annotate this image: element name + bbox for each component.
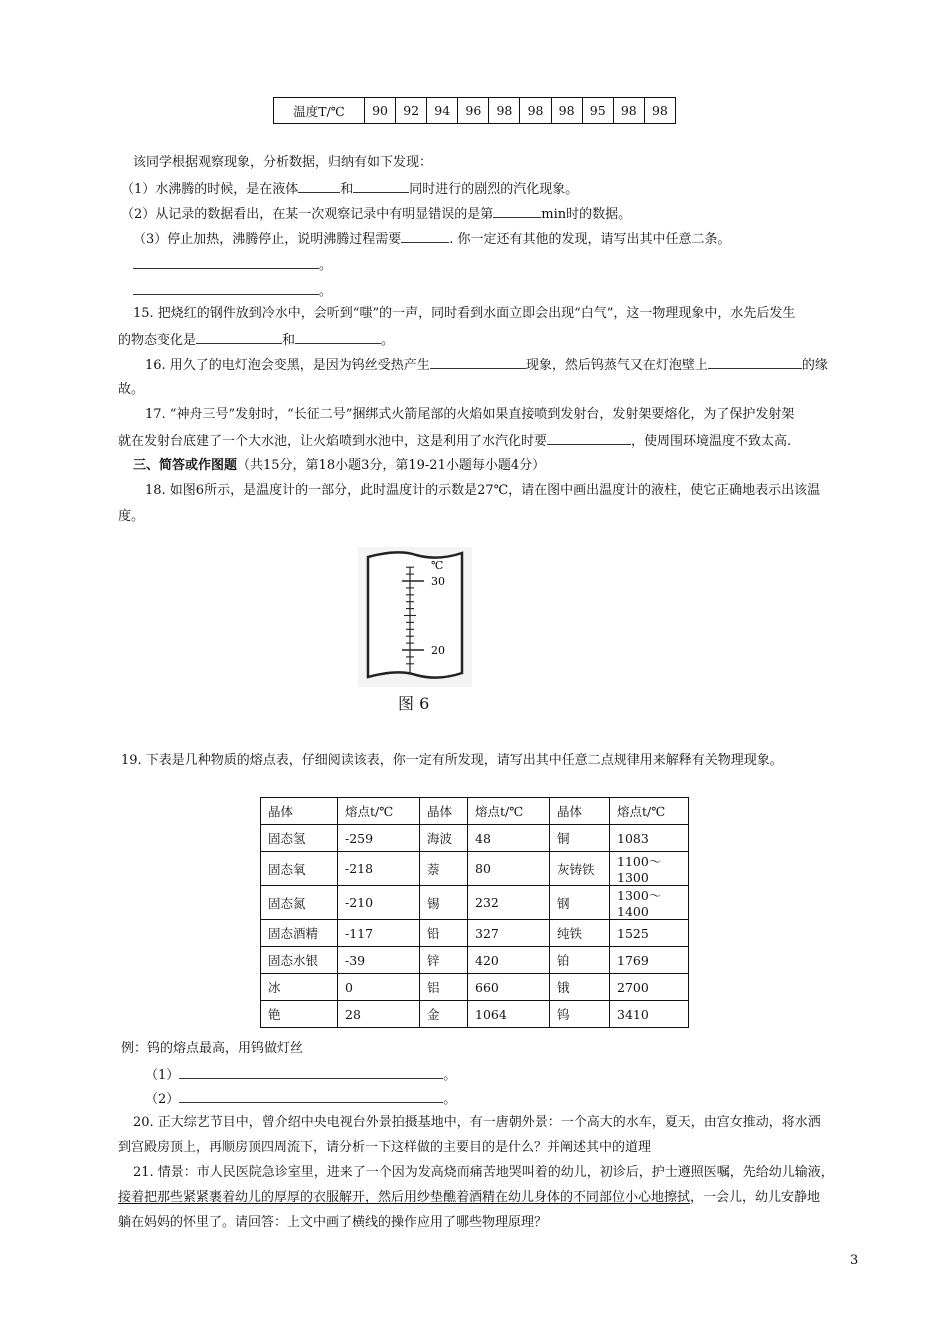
q20-line-2: 到宫殿房顶上，再顺房顶四周流下，请分析一下这样做的主要目的是什么？并阐述其中的道理: [118, 1140, 652, 1155]
answer-line-1: [145, 1066, 456, 1084]
question-2: [121, 205, 631, 223]
table-cell: 铝: [420, 974, 468, 1001]
answer-blank[interactable]: [179, 1090, 443, 1103]
table-cell: 钢: [550, 886, 610, 920]
table-cell: 锇: [550, 974, 610, 1001]
table-cell: 金: [420, 1001, 468, 1028]
answer-line: [133, 282, 332, 300]
table-cell: 420: [468, 947, 550, 974]
table-cell: 固态氮: [261, 886, 338, 920]
thermometer-figure: [358, 547, 472, 687]
q21-line-3: 躺在妈妈的怀里了。请回答：上文中画了横线的操作应用了哪些物理原理？: [118, 1215, 548, 1230]
section-3-heading: [133, 458, 545, 474]
table-cell: 2700: [610, 974, 689, 1001]
section-note: （共15分，第18小题3分，第19-21小题每小题4分）: [237, 458, 546, 473]
answer-line-2: [145, 1090, 456, 1108]
table-cell: 232: [468, 886, 550, 920]
q16-line-2: 故。: [118, 382, 145, 397]
q17-text-a: 就在发射台底建了一个大水池，让火焰喷到水池中，这是利用了水汽化时要: [118, 434, 548, 449]
table-cell: 灰铸铁: [550, 852, 610, 886]
table-header-cell: 晶体: [261, 798, 338, 825]
q17-line-1: 17. “神舟三号”发射时，“长征二号”捆绑式火箭尾部的火焰如果直接喷到发射台，发射架要熔化，为了保护发射架: [145, 407, 795, 422]
table-cell: 28: [338, 1001, 420, 1028]
period: 。: [443, 1092, 457, 1107]
table-cell: 1064: [468, 1001, 550, 1028]
table-cell: -259: [338, 825, 420, 852]
table-cell: 锡: [420, 886, 468, 920]
answer-blank[interactable]: [295, 331, 381, 344]
table-cell: 铅: [420, 920, 468, 947]
table-cell: 1300～1400: [610, 886, 689, 920]
answer-blank[interactable]: [179, 1066, 443, 1079]
table-cell: 1769: [610, 947, 689, 974]
page-number: 3: [850, 1253, 859, 1268]
table-cell: 98: [489, 98, 520, 124]
answer-blank[interactable]: [430, 356, 526, 369]
table-cell: 660: [468, 974, 550, 1001]
table-cell: 92: [396, 98, 427, 124]
table-cell: 3410: [610, 1001, 689, 1028]
table-cell: 1100～1300: [610, 852, 689, 886]
table-cell: 327: [468, 920, 550, 947]
table-cell: 铜: [550, 825, 610, 852]
q15-text-b: 和: [282, 333, 296, 348]
table-cell: 90: [365, 98, 396, 124]
table-cell: 锌: [420, 947, 468, 974]
table-row: [261, 852, 689, 886]
table-cell: 98: [613, 98, 644, 124]
q3-text-b: . 你一定还有其他的发现，请写出其中任意二条。: [449, 232, 731, 247]
q2-text-b: min时的数据。: [541, 207, 632, 222]
question-3: [133, 230, 731, 248]
period: 。: [443, 1068, 457, 1083]
example-text: 例：钨的熔点最高，用钨做灯丝: [121, 1041, 304, 1056]
answer-blank[interactable]: [196, 331, 282, 344]
table-cell: 铂: [550, 947, 610, 974]
table-cell: -39: [338, 947, 420, 974]
q16-text-c: 的缘: [801, 358, 828, 373]
question-1: [121, 180, 578, 198]
q1-text-c: 同时进行的剧烈的汽化现象。: [409, 182, 579, 197]
q17-line-2: [118, 432, 791, 450]
answer-blank[interactable]: [708, 356, 802, 369]
table-cell: 94: [427, 98, 458, 124]
answer-label: （2）: [145, 1092, 180, 1107]
table-cell: 98: [644, 98, 675, 124]
table-cell: 海波: [420, 825, 468, 852]
table-cell: -210: [338, 886, 420, 920]
table-cell: 铯: [261, 1001, 338, 1028]
unit-label: ℃: [431, 559, 444, 572]
q21-text-b: ，一会儿，幼儿安静地: [690, 1190, 821, 1205]
q15-line-2: [118, 331, 394, 349]
q20-line-1: 20. 正大综艺节目中，曾介绍中央电视台外景拍摄基地中，有一唐朝外景：一个高大的水车，夏天，由宫女推动，将水洒: [133, 1115, 821, 1130]
answer-blank[interactable]: [401, 230, 449, 243]
q21-line-1: 21. 情景：市人民医院急诊室里，进来了一个因为发高烧而痛苦地哭叫着的幼儿，初诊后，护士遵照医嘱，先给幼儿输液，: [133, 1165, 834, 1180]
underlined-text: 接着把那些紧紧裹着幼儿的厚厚的衣服解开，然后用纱垫醮着酒精在幼儿身体的不同部位小心地擦拭: [118, 1190, 691, 1205]
table-header-cell: 晶体: [550, 798, 610, 825]
table-cell: 纯铁: [550, 920, 610, 947]
q1-text-b: 和: [340, 182, 354, 197]
melting-point-table: [260, 797, 689, 1028]
table-cell: 80: [468, 852, 550, 886]
figure-caption: 图 6: [398, 694, 430, 713]
answer-blank[interactable]: [353, 180, 409, 193]
section-title: 三、简答或作图题: [133, 458, 238, 473]
answer-blank[interactable]: [133, 282, 319, 295]
q18-line-1: 18. 如图6所示，是温度计的一部分，此时温度计的示数是27℃，请在图中画出温度计的液柱，使它正确地表示出该温: [145, 483, 821, 498]
answer-blank[interactable]: [547, 432, 631, 445]
table-header-cell: 晶体: [420, 798, 468, 825]
table-cell: 0: [338, 974, 420, 1001]
table-row: [261, 886, 689, 920]
q1-text-a: （1）水沸腾的时候，是在液体: [121, 182, 299, 197]
table-row: [261, 947, 689, 974]
q15-line-1: 15. 把烧红的钢件放到冷水中，会听到“嗤”的一声，同时看到水面立即会出现“白气”，这一物理现象中，水先后发生: [133, 306, 796, 321]
table-cell: 1083: [610, 825, 689, 852]
table-cell: 48: [468, 825, 550, 852]
table-row: [261, 1001, 689, 1028]
table-cell: 95: [582, 98, 613, 124]
table-cell: -117: [338, 920, 420, 947]
table-row: [261, 920, 689, 947]
period: 。: [319, 284, 333, 299]
temperature-table: [273, 97, 676, 124]
q16-text-a: 16. 用久了的电灯泡会变黑，是因为钨丝受热产生: [145, 358, 430, 373]
table-cell: 固态氢: [261, 825, 338, 852]
table-cell: 98: [551, 98, 582, 124]
table-cell: -218: [338, 852, 420, 886]
q2-text-a: （2）从记录的数据看出，在某一次观察记录中有明显错误的是第: [121, 207, 494, 222]
table-cell: 固态酒精: [261, 920, 338, 947]
table-cell: 固态水银: [261, 947, 338, 974]
table-cell: 钨: [550, 1001, 610, 1028]
table-row: [274, 98, 676, 124]
table-cell: 1525: [610, 920, 689, 947]
table-cell: 固态氧: [261, 852, 338, 886]
q15-text-a: 的物态变化是: [118, 333, 197, 348]
table-row: [261, 974, 689, 1001]
answer-blank[interactable]: [493, 205, 541, 218]
q21-line-2: [118, 1190, 820, 1206]
tick-label-30: 30: [431, 575, 445, 588]
table-header-row: [261, 798, 689, 825]
answer-blank[interactable]: [133, 256, 319, 269]
answer-label: （1）: [145, 1068, 180, 1083]
table-row: [261, 825, 689, 852]
table-header-cell: 温度T/℃: [274, 98, 365, 124]
q18-line-2: 度。: [118, 509, 145, 524]
answer-blank[interactable]: [298, 180, 340, 193]
table-cell: 98: [520, 98, 551, 124]
tick-label-20: 20: [431, 644, 445, 657]
q19-text: 19. 下表是几种物质的熔点表，仔细阅读该表，你一定有所发现，请写出其中任意二点规律用来解释有关物理现象。: [121, 753, 783, 768]
q15-text-c: 。: [381, 333, 395, 348]
table-header-cell: 熔点t/℃: [338, 798, 420, 825]
q16-line-1: [145, 356, 828, 374]
period: 。: [319, 258, 333, 273]
table-header-cell: 熔点t/℃: [468, 798, 550, 825]
intro-text: 该同学根据观察现象，分析数据，归纳有如下发现：: [133, 155, 433, 170]
table-cell: 96: [458, 98, 489, 124]
q16-text-b: 现象，然后钨蒸气又在灯泡壁上: [525, 358, 708, 373]
table-cell: 冰: [261, 974, 338, 1001]
table-cell: 萘: [420, 852, 468, 886]
table-header-cell: 熔点t/℃: [610, 798, 689, 825]
answer-line: [133, 256, 332, 274]
q17-text-b: ，使周围环境温度不致太高.: [631, 434, 792, 449]
q3-text-a: （3）停止加热，沸腾停止，说明沸腾过程需要: [133, 232, 402, 247]
